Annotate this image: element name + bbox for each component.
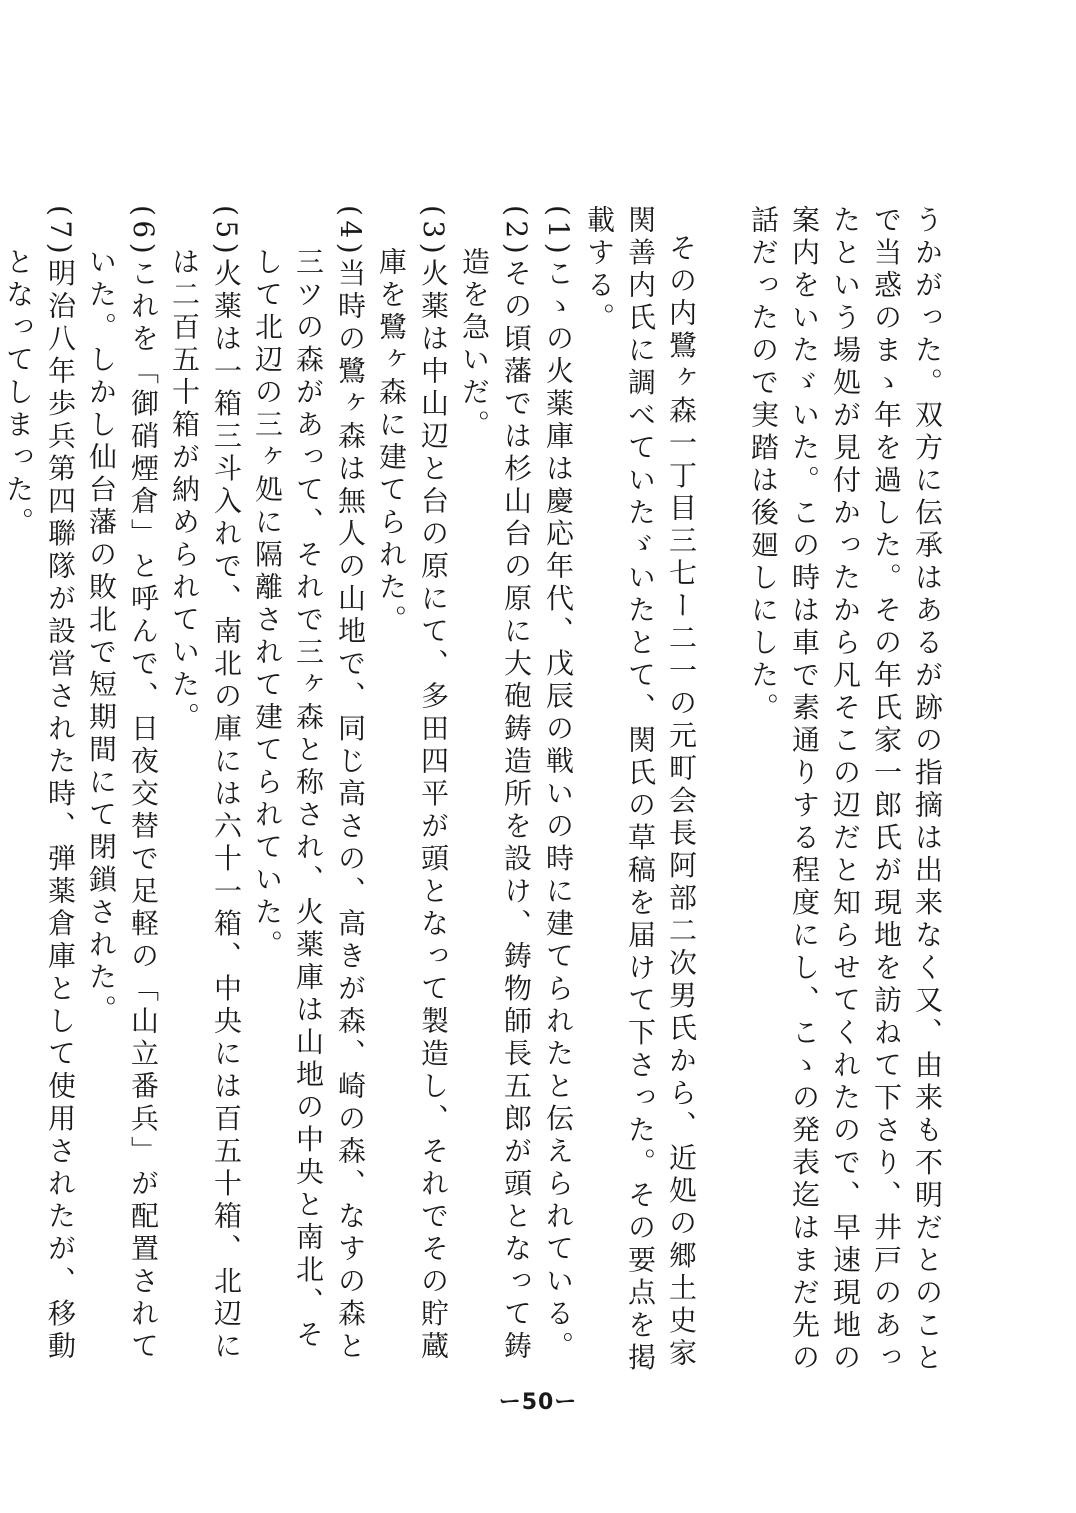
note-text: その頃藩では杉山台の原に大砲鋳造所を設け、鋳物師長五郎が頭となって鋳造を急いだ。	[458, 247, 533, 1364]
note-text: こゝの火薬庫は慶応年代、戊辰の戦いの時に建てられたと伝えられている。	[542, 258, 575, 1364]
note-item	[454, 205, 537, 1375]
intro-paragraph: その内鷺ヶ森一丁目三七ー二一の元町会長阿部二次男氏から、近処の郷土史家関善内氏に調べていたゞいたとて、関氏の草稿を届けて下さった。その要点を掲載する。	[583, 205, 698, 1375]
note-text: 当時の鷺ヶ森は無人の山地で、同じ高さの、高きが森、崎の森、なすの森と三ツの森があって、それで三ヶ森と称され、火薬庫は山地の中央と南北、そして北辺の三ヶ処に隔離されて建てられていた。	[251, 247, 367, 1364]
note-number: (6)	[127, 205, 160, 259]
note-item	[537, 205, 579, 1375]
note-number: (2)	[500, 205, 533, 259]
note-number: (1)	[542, 205, 575, 259]
note-number: (3)	[417, 205, 450, 259]
note-text: 火薬は一箱三斗入れで、南北の庫には六十一箱、中央には百五十箱、北辺には二百五十箱が納められていた。	[168, 247, 243, 1364]
note-item	[371, 205, 454, 1375]
page-body	[2, 205, 948, 1375]
note-text: 火薬は中山辺と台の原にて、多田四平が頭となって製造し、それでその貯蔵庫を鷺ヶ森に建てられた。	[375, 247, 450, 1364]
note-item	[247, 205, 371, 1375]
body-paragraph: うかがった。双方に伝承はあるが跡の指摘は出来なく又、由来も不明だとのことで当惑のまゝ年を過した。その年氏家一郎氏が現地を訪ねて下さり、井戸のあったという場処が見付かったから凡そこの辺だと知らせてくれたので、早速現地の案内をいたゞいた。この時は車で素通りする程度にし、こゝの発表迄はまだ先の話だったので実踏は後廻しにした。	[747, 205, 944, 1375]
page-number: ー50ー	[498, 1390, 578, 1415]
note-number: (7)	[44, 205, 77, 259]
note-number: (4)	[334, 205, 367, 259]
note-text: 明治八年歩兵第四聯隊が設営された時、弾薬倉庫として使用されたが、移動となってしまった。	[2, 247, 77, 1364]
note-item	[0, 205, 81, 1375]
note-text: これを「御硝煙倉」と呼んで、日夜交替で足軽の「山立番兵」が配置されていた。しかし仙台藩の敗北で短期間にて閉鎖された。	[85, 247, 160, 1364]
note-item	[81, 205, 164, 1375]
blank-line	[702, 205, 743, 1375]
note-item	[164, 205, 247, 1375]
note-number: (5)	[210, 205, 243, 259]
